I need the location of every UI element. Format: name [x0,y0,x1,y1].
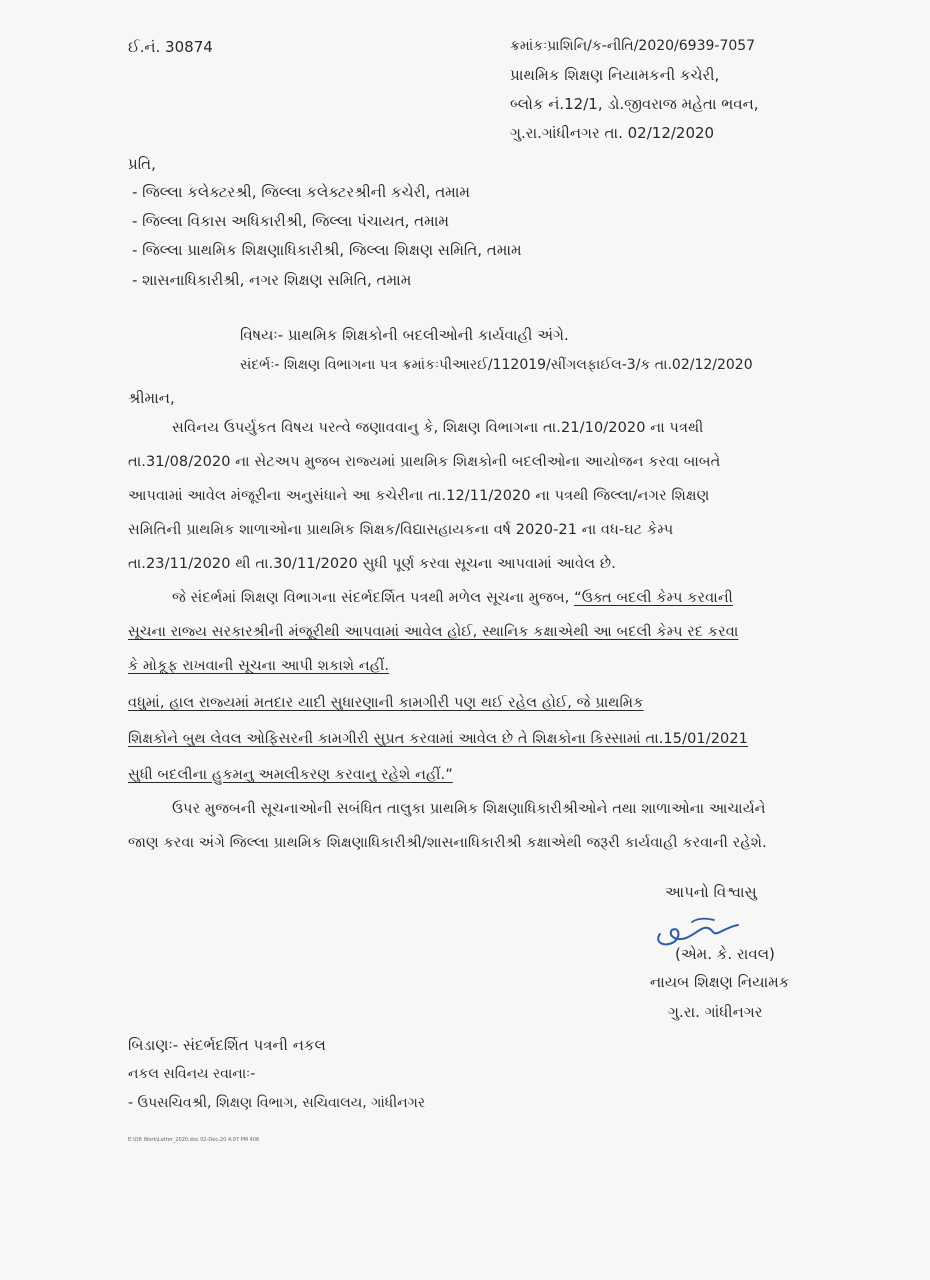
quoted-instruction: કે મોકૂફ રાખવાની સૂચના આપી શકાશે નહીં. [128,658,390,674]
paragraph-4-line: ઉપર મુજબની સૂચનાઓની સબંધિત તાલુકા પ્રાથમિક શિક્ષણાધિકારીશ્રીઓને તથા શાળાઓના આચાર્યને [172,801,766,817]
office-name: પ્રાથમિક શિક્ષણ નિયામકની કચેરી, [510,66,720,84]
enclosure-line: બિડાણઃ- સંદર્ભદર્શિત પત્રની નકલ [128,1036,326,1054]
signatory-place: ગુ.રા. ગાંધીનગર [668,1003,763,1021]
paragraph-2-lead: જે સંદર્ભમાં શિક્ષણ વિભાગના સંદર્ભદર્શિત પત્રથી મળેલ સૂચના મુજબ, [172,590,575,606]
copy-to-recipient: - ઉપસચિવશ્રી, શિક્ષણ વિભાગ, સચિવાલય, ગાંધીનગર [128,1095,426,1111]
file-path-footer: E:\Oft Work\Letter_2020.doc 02-Dec-20 4:07 PM 406 [128,1137,260,1143]
paragraph-1-line: આપવામાં આવેલ મંજૂરીના અનુસંધાને આ કચેરીના તા.12/11/2020 ના પત્રથી જિલ્લા/નગર શિક્ષણ [128,488,710,504]
quoted-instruction: સૂચના રાજ્ય સરકારશ્રીની મંજૂરીથી આપવામાં આવેલ હોઈ, સ્થાનિક કક્ષાએથી આ બદલી કેમ્પ રદ કરવા [128,624,739,640]
recipient-item: - જિલ્લા પ્રાથમિક શિક્ષણાધિકારીશ્રી, જિલ્લા શિક્ષણ સમિતિ, તમામ [132,241,522,259]
subject-line: વિષયઃ- પ્રાથમિક શિક્ષકોની બદલીઓની કાર્યવાહી અંગે. [240,326,569,344]
recipient-item: - જિલ્લા કલેક્ટરશ્રી, જિલ્લા કલેક્ટરશ્રીની કચેરી, તમામ [132,183,471,201]
paragraph-4-line: જાણ કરવા અંગે જિલ્લા પ્રાથમિક શિક્ષણાધિકારીશ્રી/શાસનાધિકારીશ્રી કક્ષાએથી જરૂરી કાર્યવાહી કરવાની રહેશે. [128,835,767,851]
paragraph-2-line [172,590,733,606]
recipient-item: - જિલ્લા વિકાસ અધિકારીશ્રી, જિલ્લા પંચાયત, તમામ [132,212,449,230]
prati-label: પ્રતિ, [128,155,156,173]
inward-number: ઈ.નં. 30874 [128,38,213,56]
reference-number: ક્રમાંકઃપ્રાશિનિ/ક-નીતિ/2020/6939-7057 [510,38,756,54]
closing-salutation: આપનો વિશ્વાસુ [665,883,757,901]
quote-start: “ઉક્ત બદલી કેમ્પ કરવાની [574,590,733,606]
copy-to-label: નકલ સવિનય રવાનાઃ- [128,1066,256,1082]
paragraph-3-line: શિક્ષકોને બુથ લેવલ ઓફિસરની કામગીરી સુપ્રત કરવામાં આવેલ છે તે શિક્ષકોના કિસ્સામાં તા.15/01/2021 [128,731,749,747]
paragraph-1-line: સવિનય ઉપર્યુકત વિષય પરત્વે જણાવવાનુ કે, શિક્ષણ વિભાગના તા.21/10/2020 ના પત્રથી [172,420,704,436]
recipient-item: - શાસનાધિકારીશ્રી, નગર શિક્ષણ સમિતિ, તમામ [132,271,412,289]
paragraph-3-line: વધુમાં, હાલ રાજ્યમાં મતદાર યાદી સુધારણાની કામગીરી પણ થઈ રહેલ હોઈ, જે પ્રાથમિક [128,695,644,711]
office-address: બ્લોક નં.12/1, ડો.જીવરાજ મહેતા ભવન, [510,95,759,113]
office-date: ગુ.રા.ગાંધીનગર તા. 02/12/2020 [510,124,715,142]
paragraph-1-line: સમિતિની પ્રાથમિક શાળાઓના પ્રાથમિક શિક્ષક/વિદ્યાસહાયકના વર્ષ 2020-21 ના વધ-ઘટ કેમ્પ [128,522,674,538]
signatory-designation: નાયબ શિક્ષણ નિયામક [650,973,790,991]
paragraph-3-line: સુધી બદલીના હુકમનુ અમલીકરણ કરવાનુ રહેશે નહીં.” [128,767,453,783]
reference-line: સંદર્ભઃ- શિક્ષણ વિભાગના પત્ર ક્રમાંકઃપીઆરઈ/112019/સીંગલફાઈલ-3/ક તા.02/12/2020 [240,357,753,373]
paragraph-1-line: તા.23/11/2020 થી તા.30/11/2020 સુધી પૂર્ણ કરવા સૂચના આપવામાં આવેલ છે. [128,556,616,572]
signatory-name: (એમ. કે. રાવલ) [675,945,775,963]
salutation: શ્રીમાન, [128,389,175,407]
paragraph-1-line: તા.31/08/2020 ના સેટઅપ મુજબ રાજ્યમાં પ્રાથમિક શિક્ષકોની બદલીઓના આયોજન કરવા બાબતે [128,454,721,470]
